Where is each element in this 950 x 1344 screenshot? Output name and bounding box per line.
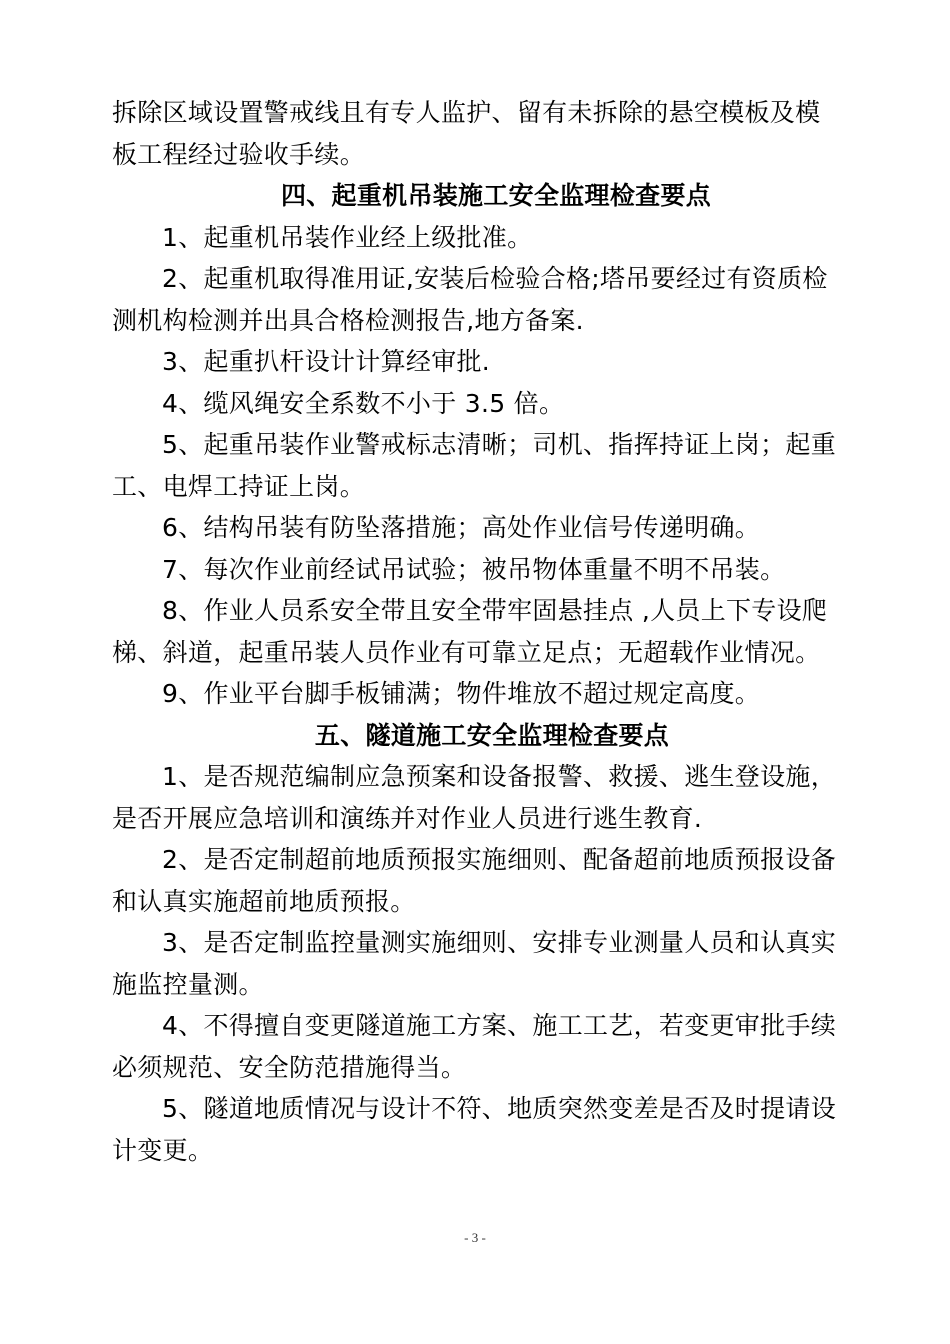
list-item: 3、是否定制监控量测实施细则、安排专业测量人员和认真实 [162, 928, 837, 957]
list-item: 3、起重扒杆设计计算经审批. [162, 347, 491, 376]
list-item: 2、是否定制超前地质预报实施细则、配备超前地质预报设备 [162, 845, 837, 874]
list-item-continuation: 施监控量测。 [112, 969, 264, 999]
list-item: 1、是否规范编制应急预案和设备报警、救援、逃生登设施， [162, 762, 837, 791]
list-item-continuation: 和认真实施超前地质预报。 [112, 886, 416, 916]
section-heading-5: 五、隧道施工安全监理检查要点 [314, 720, 670, 750]
list-item-continuation: 梯、斜道，起重吊装人员作业有可靠立足点；无超载作业情况。 [112, 637, 821, 667]
list-item: 2、起重机取得准用证,安装后检验合格;塔吊要经过有资质检 [162, 264, 828, 293]
list-item: 4、缆风绳安全系数不小于 3.5 倍。 [162, 388, 565, 418]
list-item-continuation: 工、电焊工持证上岗。 [112, 471, 366, 501]
list-item-continuation: 计变更。 [112, 1135, 214, 1165]
list-item: 6、结构吊装有防坠落措施；高处作业信号传递明确。 [162, 513, 761, 542]
list-item: 4、不得擅自变更隧道施工方案、施工工艺，若变更审批手续 [162, 1011, 837, 1040]
list-item: 7、每次作业前经试吊试验；被吊物体重量不明不吊装。 [162, 554, 786, 584]
list-item-continuation: 是否开展应急培训和演练并对作业人员进行逃生教育. [112, 803, 703, 833]
body-text [112, 92, 842, 1171]
page-number: - 3 - [464, 1230, 486, 1245]
paragraph-line: 拆除区域设置警戒线且有专人监护、留有未拆除的悬空模板及模 [112, 98, 821, 127]
list-item: 8、作业人员系安全带且安全带牢固悬挂点 ,人员上下专设爬 [162, 596, 828, 625]
paragraph-line: 板工程经过验收手续。 [112, 139, 366, 169]
section-heading-4: 四、起重机吊装施工安全监理检查要点 [280, 181, 712, 210]
list-item: 5、隧道地质情况与设计不符、地质突然变差是否及时提请设 [162, 1094, 837, 1123]
list-item: 9、作业平台脚手板铺满；物件堆放不超过规定高度。 [162, 679, 761, 708]
list-item-continuation: 必须规范、安全防范措施得当。 [112, 1052, 467, 1082]
list-item: 1、起重机吊装作业经上级批准。 [162, 222, 533, 252]
list-item: 5、起重吊装作业警戒标志清晰；司机、指挥持证上岗；起重 [162, 430, 837, 459]
list-item-continuation: 测机构检测并出具合格检测报告,地方备案. [112, 305, 584, 335]
